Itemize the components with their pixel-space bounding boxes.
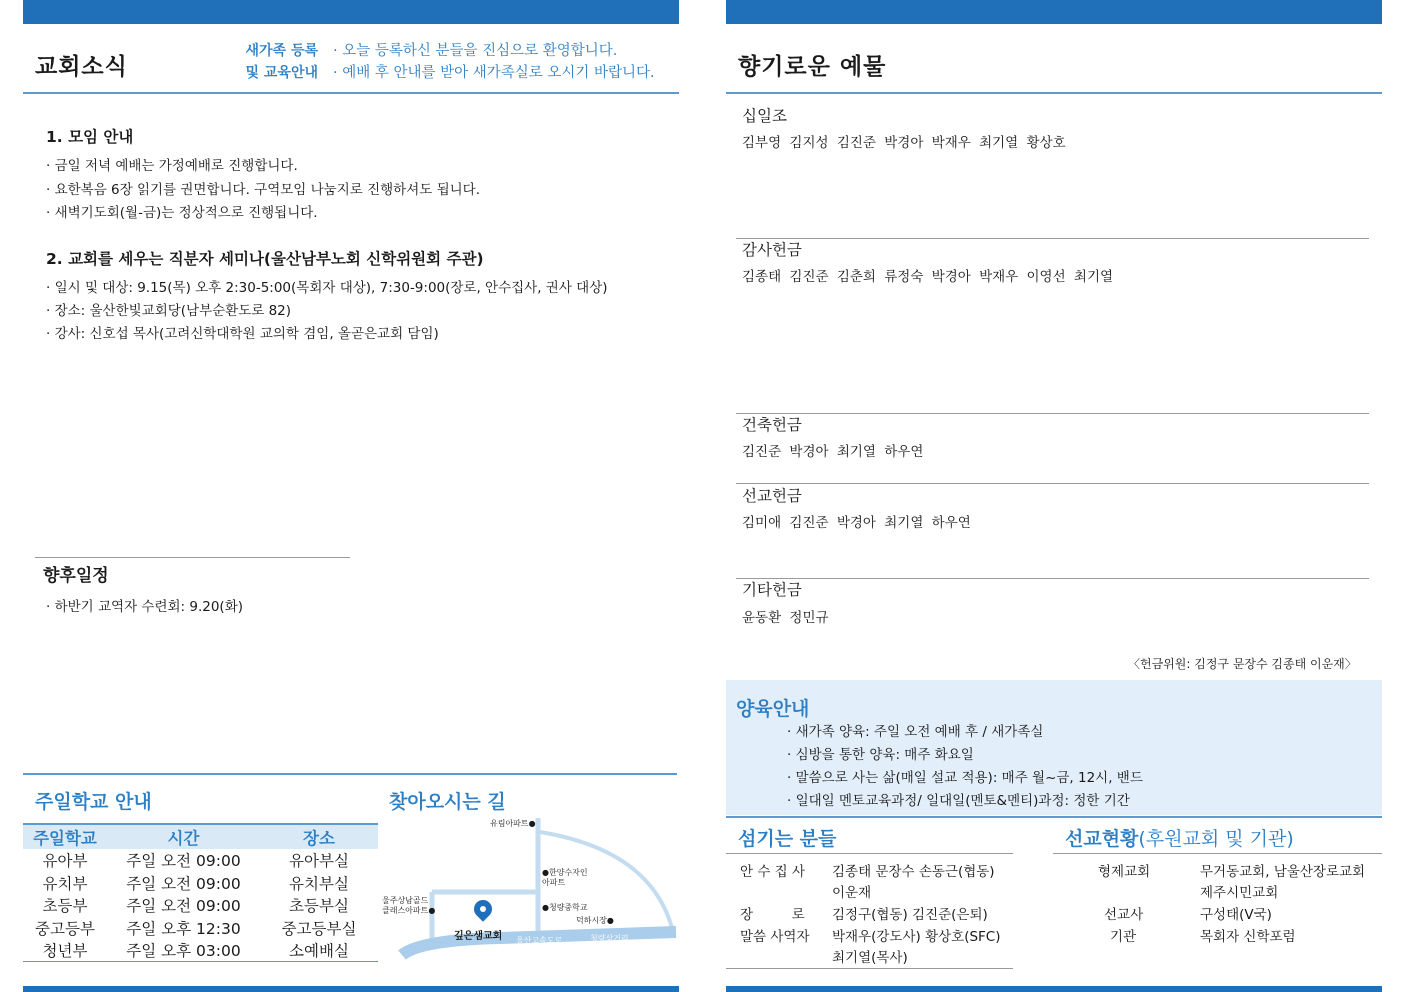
directions-heading: 찾아오시는 길 — [389, 791, 506, 813]
offering-heading: 감사헌금 — [742, 241, 802, 259]
column-header: 장소 — [260, 824, 378, 849]
offering-divider — [736, 413, 1369, 414]
left-bottom-bar — [23, 986, 679, 992]
table-cell: 중고등부 — [35, 919, 95, 938]
missions-heading-sub: (후원교회 및 기관) — [1138, 828, 1294, 850]
nurture-item: · 심방을 통한 양육: 매주 화요일 — [787, 747, 974, 763]
offering-heading: 기타헌금 — [742, 581, 802, 599]
right-top-bar — [726, 0, 1382, 24]
table-row — [23, 894, 378, 917]
upcoming-heading: 향후일정 — [43, 566, 109, 586]
upcoming-item: · 하반기 교역자 수련회: 9.20(화) — [46, 599, 244, 615]
offering-names: 김미애 김진준 박경아 최기열 하우연 — [742, 515, 971, 531]
servers-heading: 섬기는 분들 — [738, 828, 837, 850]
table-cell: 유치부 — [42, 874, 88, 893]
offering-heading: 건축헌금 — [742, 416, 802, 434]
table-cell: 초등부실 — [289, 897, 349, 916]
section1-item: · 요한복음 6장 읽기를 권면합니다. 구역모임 나눔지로 진행하셔도 됩니다. — [46, 182, 480, 198]
offering-names: 윤동환 정민규 — [742, 610, 829, 626]
section1-item: · 새벽기도회(월-금)는 정상적으로 진행됩니다. — [46, 205, 318, 221]
notice-label — [236, 40, 318, 84]
servers-header-rule — [726, 853, 1013, 854]
notice-line1: · 오늘 등록하신 분들을 진심으로 환영합니다. — [333, 43, 618, 59]
table-cell: 소예배실 — [260, 939, 378, 962]
notice-line2: · 예배 후 안내를 받아 새가족실로 오시기 바랍니다. — [333, 65, 655, 81]
offering-divider — [736, 238, 1369, 239]
section1-item: · 금일 저녁 예배는 가정예배로 진행합니다. — [46, 158, 298, 174]
mission-value: 구성태(V국) — [1200, 907, 1272, 923]
mission-type: 선교사 — [1104, 907, 1144, 923]
table-row — [23, 939, 378, 962]
table-row — [23, 872, 378, 895]
notice-text — [333, 40, 655, 84]
column-header: 시간 — [107, 824, 260, 849]
table-cell: 중고등부실 — [281, 919, 357, 938]
left-top-bar — [23, 0, 679, 24]
table-cell: 초등부 — [42, 897, 88, 916]
mission-type: 기관 — [1110, 929, 1137, 945]
table-row — [23, 917, 378, 940]
offering-divider — [736, 578, 1369, 579]
table-row — [23, 849, 378, 872]
mission-type: 형제교회 — [1098, 864, 1151, 880]
table-cell: 청년부 — [23, 939, 107, 962]
section2-item: · 일시 및 대상: 9.15(목) 오후 2:30-5:00(목회자 대상), 7:30-9:00(장로, 안수집사, 권사 대상) — [46, 280, 608, 296]
missions-heading-main: 선교현황 — [1065, 828, 1139, 850]
page-title-offerings: 향기로운 예물 — [738, 54, 887, 80]
map-label-apt3: 울주상남골드 클래스아파트● — [382, 896, 436, 915]
nurture-heading: 양육안내 — [736, 698, 810, 720]
server-names: 김정구(협동) 김진준(은퇴) — [832, 907, 988, 923]
left-header-rule — [23, 92, 679, 94]
offering-names: 김부영 김지성 김진준 박경아 박재우 최기열 황상호 — [742, 135, 1066, 151]
right-bottom-bar — [726, 986, 1382, 992]
map-label-apt2: ●한양수자인 아파트 — [542, 868, 588, 887]
table-cell: 주일 오전 09:00 — [126, 874, 241, 893]
section2-item: · 강사: 신호섭 목사(고려신학대학원 교의학 겸임, 올곧은교회 담임) — [46, 326, 439, 342]
server-role: 말씀 사역자 — [740, 929, 810, 945]
offering-names: 김진준 박경아 최기열 하우연 — [742, 444, 924, 460]
mission-value: 무거동교회, 남울산장로교회 — [1200, 864, 1366, 880]
table-cell: 주일 오후 03:00 — [107, 939, 260, 962]
map-label-road2: 청량삼거리 — [590, 934, 629, 943]
table-header-row — [23, 824, 378, 849]
offering-heading: 십일조 — [742, 107, 787, 125]
map-label-road1: 울산고속도로 — [516, 936, 563, 945]
server-names: 박재우(강도사) 황상호(SFC) — [832, 929, 1001, 945]
sunday-school-rule — [23, 773, 677, 775]
sunday-school-table — [23, 823, 378, 962]
offering-names: 김종태 김진준 김춘희 류정숙 박경아 박재우 이영선 최기열 — [742, 269, 1114, 285]
table-cell: 주일 오후 12:30 — [126, 919, 241, 938]
page-title-church-news: 교회소식 — [35, 54, 128, 80]
mission-value: 목회자 신학포럼 — [1200, 929, 1296, 945]
server-role: 장 로 — [740, 907, 805, 923]
servers-bottom-rule — [726, 968, 1013, 969]
server-names: 최기열(목사) — [832, 950, 908, 966]
server-names: 김종태 문장수 손동근(협동) — [832, 864, 995, 880]
map-label-school: ●청량중학교 — [542, 903, 588, 912]
directions-map — [380, 810, 678, 965]
nurture-item: · 말씀으로 사는 삶(매일 설교 적용): 매주 월~금, 12시, 밴드 — [787, 770, 1143, 786]
table-cell: 유치부실 — [289, 874, 349, 893]
notice-label-line1: 새가족 등록 — [245, 43, 318, 59]
table-cell: 유아부 — [42, 852, 88, 871]
table-cell: 주일 오전 09:00 — [126, 852, 241, 871]
column-header: 주일학교 — [23, 824, 107, 849]
servers-rule — [726, 816, 1382, 818]
section1-heading: 1. 모임 안내 — [46, 128, 134, 146]
mission-value: 제주시민교회 — [1200, 885, 1279, 901]
sunday-school-heading: 주일학교 안내 — [35, 791, 152, 813]
offering-committee: 〈헌금위원: 김정구 문장수 김종태 이운재〉 — [1128, 657, 1357, 671]
nurture-item: · 일대일 멘토교육과정/ 일대일(멘토&멘티)과정: 정한 기간 — [787, 793, 1130, 809]
table-cell: 주일 오전 09:00 — [126, 897, 241, 916]
section2-heading: 2. 교회를 세우는 직분자 세미나(울산남부노회 신학위원회 주관) — [46, 250, 484, 268]
table-cell: 유아부실 — [289, 852, 349, 871]
server-role: 안 수 집 사 — [740, 864, 806, 880]
nurture-item: · 새가족 양육: 주일 오전 예배 후 / 새가족실 — [787, 724, 1044, 740]
map-label-market: 덕하시장● — [576, 916, 614, 925]
server-names: 이운재 — [832, 885, 872, 901]
upcoming-rule — [35, 557, 350, 558]
missions-heading — [1065, 824, 1294, 851]
missions-header-rule — [1053, 853, 1382, 854]
map-label-apt1: 유림아파트● — [490, 819, 536, 828]
offering-divider — [736, 483, 1369, 484]
right-header-rule — [726, 92, 1382, 94]
map-label-church: 깊은샘교회 — [454, 931, 503, 942]
offering-heading: 선교헌금 — [742, 487, 802, 505]
notice-label-line2: 및 교육안내 — [245, 65, 318, 81]
section2-item: · 장소: 울산한빛교회당(남부순환도로 82) — [46, 303, 292, 319]
